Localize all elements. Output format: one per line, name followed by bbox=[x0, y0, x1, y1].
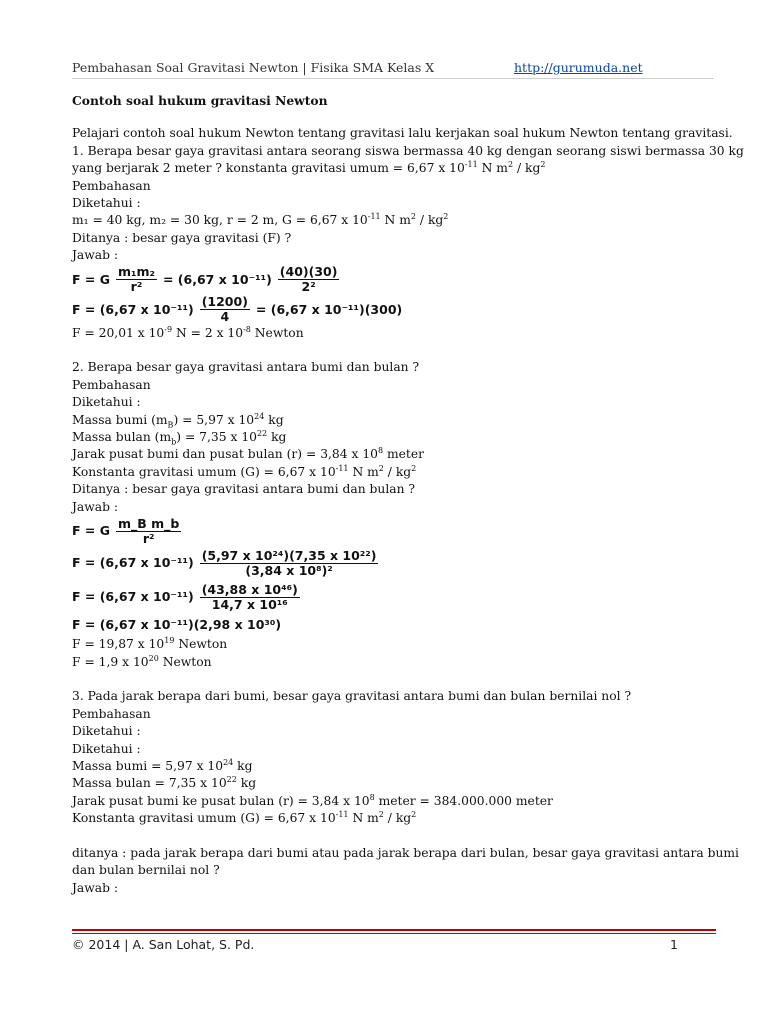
q2-equation-2: F = (6,67 x 10⁻¹¹) $\frac{\text{(5,97 x 10²⁴)(7,35 x 10²²)}}{\text{(3,84 x 10⁸)²}}$ bbox=[72, 547, 377, 578]
q1-equation-2: F = (6,67 x 10⁻¹¹) $\frac{(1200)}{4}$ = (6,67 x 10⁻¹¹)(300) bbox=[72, 294, 403, 325]
q1-equation-1: F = G $\frac{\text{m₁m₂}}{\text{r²}}$ = (6,67 x 10⁻¹¹) $\frac{(40)(30)}{\text{2²}}$ bbox=[72, 264, 338, 295]
q3-question: 3. Pada jarak berapa dari bumi, besar gaya gravitasi antara bumi dan bulan bernilai nol ? bbox=[72, 689, 632, 704]
q2-ditanya: Ditanya : besar gaya gravitasi antara bumi dan bulan ? bbox=[72, 482, 416, 497]
document-body bbox=[72, 92, 744, 897]
q2-jawab: Jawab : bbox=[72, 499, 119, 514]
page-footer bbox=[72, 937, 678, 952]
header-title: Pembahasan Soal Gravitasi Newton | Fisika SMA Kelas X bbox=[72, 60, 435, 75]
q2-result-1: F = 19,87 x $10^{19}$ Newton bbox=[72, 636, 228, 652]
q3-konstanta: Konstanta gravitasi umum (G) = 6,67 x $10^{-11}$ N $m^2 / kg^2$ bbox=[72, 810, 417, 826]
q1-diketahui: Diketahui : bbox=[72, 196, 141, 211]
q2-pembahasan: Pembahasan bbox=[72, 377, 151, 392]
q3-ditanya-line1: ditanya : pada jarak berapa dari bumi atau pada jarak berapa dari bulan, besar gaya gravitasi antara bumi bbox=[72, 845, 739, 860]
q3-massa-bumi: Massa bumi = 5,97 x $10^{24}$ kg bbox=[72, 757, 253, 773]
intro-text: Pelajari contoh soal hukum Newton tentang gravitasi lalu kerjakan soal hukum Newton tentang gravitasi. bbox=[72, 126, 733, 141]
q2-equation-1: F = G $\frac{\text{m\_B m\_b}}{\text{r²}}$ bbox=[72, 515, 180, 546]
document-title: Contoh soal hukum gravitasi Newton bbox=[72, 93, 328, 108]
q1-question-line2: yang berjarak 2 meter ? konstanta gravitasi umum = 6,67 x $10^{-11}$ N $m^2 / kg^2$ bbox=[72, 160, 546, 176]
q2-konstanta: Konstanta gravitasi umum (G) = 6,67 x $10^{-11}$ N $m^2 / kg^2$ bbox=[72, 463, 417, 479]
q3-jarak: Jarak pusat bumi ke pusat bulan (r) = 3,84 x $10^8$ meter = 384.000.000 meter bbox=[72, 792, 553, 808]
q1-jawab: Jawab : bbox=[72, 248, 119, 263]
footer-copyright: © 2014 | A. San Lohat, S. Pd. bbox=[72, 937, 255, 952]
footer-divider-red bbox=[72, 929, 716, 931]
footer-divider-dark bbox=[72, 933, 716, 934]
q2-equation-3: F = (6,67 x 10⁻¹¹) $\frac{\text{(43,88 x 10⁴⁶)}}{\text{14,7 x 10¹⁶}}$ bbox=[72, 581, 298, 612]
q1-known-values: m₁ = 40 kg, m₂ = 30 kg, r = 2 m, G = 6,67 x $10^{-11}$ N $m^2 / kg^2$ bbox=[72, 212, 449, 228]
q2-diketahui: Diketahui : bbox=[72, 395, 141, 410]
q3-jawab: Jawab : bbox=[72, 880, 119, 895]
q2-question: 2. Berapa besar gaya gravitasi antara bumi dan bulan ? bbox=[72, 360, 420, 375]
q2-equation-4: F = (6,67 x 10⁻¹¹)(2,98 x 10³⁰) bbox=[72, 617, 282, 633]
q1-result: F = 20,01 x $10^{-9}$ N = 2 x $10^{-8}$ Newton bbox=[72, 324, 304, 340]
q1-question-line1: 1. Berapa besar gaya gravitasi antara seorang siswa bermassa 40 kg dengan seorang siswi bermassa 30 kg bbox=[72, 143, 744, 158]
page-header bbox=[72, 60, 714, 75]
page-number: 1 bbox=[670, 937, 678, 952]
q2-massa-bulan: Massa bulan $(m_b) = 7,35$ x $10^{22}$ kg bbox=[72, 428, 287, 447]
q1-ditanya: Ditanya : besar gaya gravitasi (F) ? bbox=[72, 230, 292, 245]
q3-diketahui-1: Diketahui : bbox=[72, 724, 141, 739]
q1-pembahasan: Pembahasan bbox=[72, 178, 151, 193]
q2-result-2: F = 1,9 x $10^{20}$ Newton bbox=[72, 653, 212, 669]
q3-pembahasan: Pembahasan bbox=[72, 706, 151, 721]
q2-massa-bumi: Massa bumi $(m_B) = 5,97$ x $10^{24}$ kg bbox=[72, 411, 284, 430]
q3-massa-bulan: Massa bulan = 7,35 x $10^{22}$ kg bbox=[72, 775, 257, 791]
q3-diketahui-2: Diketahui : bbox=[72, 741, 141, 756]
q2-jarak: Jarak pusat bumi dan pusat bulan (r) = 3,84 x $10^8$ meter bbox=[72, 446, 425, 462]
header-link[interactable]: http://gurumuda.net bbox=[514, 60, 643, 75]
q3-ditanya-line2: dan bulan bernilai nol ? bbox=[72, 863, 220, 878]
header-divider bbox=[72, 78, 714, 79]
